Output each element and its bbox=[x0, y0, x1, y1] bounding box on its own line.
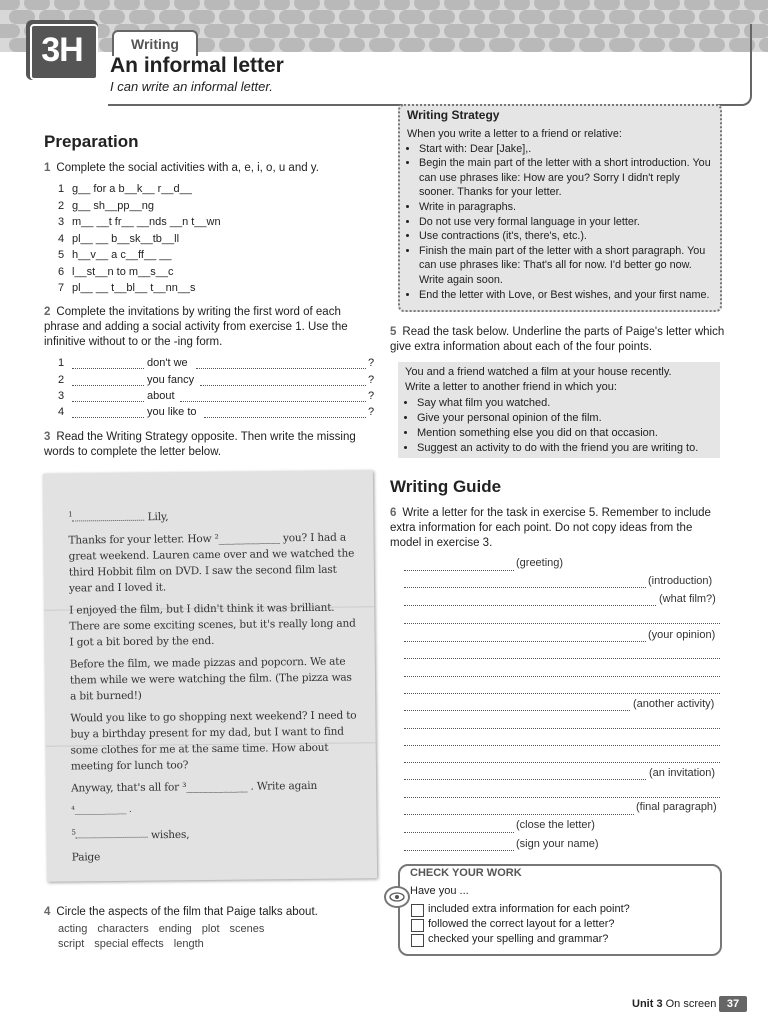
pattern-dot bbox=[429, 10, 455, 24]
exercise-4-instruction bbox=[44, 905, 374, 920]
pattern-dot bbox=[249, 10, 275, 24]
pattern-dot bbox=[369, 10, 395, 24]
exercise-2-text: Complete the invitations by writing the first word of each phrase and adding a social activity from exercise 1. Use the infinitive without to or the -ing form. bbox=[44, 306, 348, 348]
pattern-dot bbox=[219, 10, 245, 24]
exercise-4-number: 4 bbox=[44, 906, 51, 918]
exercise-2-row-1-text: don't we bbox=[147, 357, 188, 369]
pattern-dot bbox=[609, 10, 635, 24]
writing-line[interactable] bbox=[404, 605, 656, 606]
label-close: (close the letter) bbox=[516, 819, 595, 831]
label-activity: (another activity) bbox=[633, 698, 715, 710]
exercise-3-instruction bbox=[44, 430, 379, 460]
aspect-word[interactable]: plot bbox=[201, 923, 220, 935]
exercise-5-instruction bbox=[390, 325, 725, 355]
page-title: An informal letter bbox=[110, 54, 284, 77]
list-item: 6 l__st__n to m__s__c bbox=[58, 265, 174, 278]
pattern-dot bbox=[699, 10, 725, 24]
letter-greeting: $^1$ Lily, bbox=[68, 510, 169, 524]
writing-line[interactable] bbox=[404, 728, 720, 729]
exercise-2-number: 2 bbox=[44, 306, 51, 318]
aspect-word[interactable]: acting bbox=[58, 923, 88, 935]
pattern-dot bbox=[729, 10, 755, 24]
pattern-dot bbox=[624, 0, 650, 10]
list-item: 5 h__v__ a c__ff__ __ bbox=[58, 249, 172, 261]
label-greeting: (greeting) bbox=[516, 557, 564, 569]
pattern-dot bbox=[309, 10, 335, 24]
pattern-dot bbox=[414, 0, 440, 10]
label-introduction: (introduction) bbox=[648, 575, 713, 587]
writing-strategy-body bbox=[407, 127, 713, 302]
pattern-dot bbox=[279, 10, 305, 24]
letter-paragraph-5: Anyway, that's all for ³____________ . Write again bbox=[70, 779, 318, 795]
pattern-dot bbox=[204, 0, 230, 10]
pattern-dot bbox=[354, 0, 380, 10]
pattern-dot bbox=[684, 0, 710, 10]
aspect-words-row-1 bbox=[58, 923, 274, 935]
exercise-1-list bbox=[58, 181, 358, 297]
pattern-dot bbox=[489, 10, 515, 24]
aspect-word[interactable]: scenes bbox=[229, 923, 265, 935]
page-number: 37 bbox=[719, 996, 747, 1012]
aspect-word[interactable]: script bbox=[58, 938, 85, 950]
pattern-dot bbox=[324, 0, 350, 10]
answer-line[interactable] bbox=[72, 417, 144, 418]
pattern-dot bbox=[54, 0, 80, 10]
exercise-5-number: 5 bbox=[390, 326, 397, 338]
label-what-film: (what film?) bbox=[659, 593, 716, 605]
exercise-2-row-2-end: ? bbox=[368, 374, 375, 386]
exercise-3-number: 3 bbox=[44, 431, 51, 443]
checkbox-extra-info[interactable] bbox=[411, 904, 424, 917]
aspect-word[interactable]: length bbox=[173, 938, 204, 950]
list-item: 3 m__ __t fr__ __nds __n t__wn bbox=[58, 216, 221, 228]
pattern-dot bbox=[294, 0, 320, 10]
letter-paragraph-2: I enjoyed the film, but I didn't think it was brilliant. There are some exciting scenes, but it's really long and I got a bit bored by the end. bbox=[69, 601, 356, 649]
checkbox-layout[interactable] bbox=[411, 919, 424, 932]
label-invitation: (an invitation) bbox=[649, 767, 716, 779]
pattern-dot bbox=[744, 0, 768, 10]
label-opinion: (your opinion) bbox=[648, 629, 716, 641]
list-item: 4 pl__ __ b__sk__tb__ll bbox=[58, 232, 180, 245]
exercise-1-text: Complete the social activities with a, e, i, o, u and y. bbox=[56, 162, 319, 174]
pattern-dot bbox=[234, 0, 260, 10]
pattern-dot bbox=[564, 0, 590, 10]
pattern-dot bbox=[0, 24, 20, 38]
checkbox-label: followed the correct layout for a letter? bbox=[428, 918, 615, 930]
letter-paragraph-3: Before the film, we made pizzas and popcorn. We ate them while we were watching the film. (The pizza was a bit burned!) bbox=[69, 655, 352, 703]
strategy-intro: When you write a letter to a friend or relative: bbox=[407, 128, 622, 140]
list-item: • Suggest an activity to do with the friend you are writing to. bbox=[417, 441, 717, 456]
task-line: Write a letter to another friend in which you: bbox=[405, 381, 617, 394]
list-item: • Finish the main part of the letter with a short paragraph. You can use phrases like: That's all for now. I'd better go now. Write again soon. bbox=[419, 244, 713, 288]
exercise-2-row-1-end: ? bbox=[368, 357, 375, 369]
exercise-2-row-4-text: you like to bbox=[147, 406, 197, 418]
writing-guide-heading: Writing Guide bbox=[390, 477, 502, 496]
answer-line[interactable] bbox=[180, 401, 366, 402]
exercise-2-row-1-num: 1 bbox=[58, 357, 65, 369]
pattern-dot bbox=[759, 38, 768, 52]
exercise-2-row-4-end: ? bbox=[368, 406, 375, 418]
exercise-2-row-2-num: 2 bbox=[58, 374, 65, 386]
exercise-1-number: 1 bbox=[44, 162, 51, 174]
answer-line[interactable] bbox=[72, 368, 144, 369]
list-item: • End the letter with Love, or Best wishes, and your first name. bbox=[419, 288, 713, 303]
answer-line[interactable] bbox=[200, 385, 366, 386]
writing-line[interactable] bbox=[404, 658, 720, 659]
pattern-dot bbox=[339, 10, 365, 24]
pattern-dot bbox=[594, 0, 620, 10]
pattern-dot bbox=[174, 0, 200, 10]
exercise-4-text: Circle the aspects of the film that Paige talks about. bbox=[56, 906, 318, 918]
pattern-dot bbox=[114, 0, 140, 10]
unit-code-badge: 3H bbox=[26, 20, 98, 80]
exercise-2-row-4-num: 4 bbox=[58, 406, 65, 418]
pattern-dot bbox=[579, 10, 605, 24]
pattern-dot bbox=[0, 0, 20, 10]
exercise-2-row-3-text: about bbox=[147, 390, 175, 402]
unit-code-border bbox=[30, 24, 98, 80]
task-body bbox=[405, 365, 717, 457]
exercise-3-text: Read the Writing Strategy opposite. Then write the missing words to complete the letter below. bbox=[44, 431, 356, 458]
pattern-dot bbox=[159, 10, 185, 24]
exercise-1-instruction bbox=[44, 161, 384, 176]
strategy-list bbox=[407, 142, 713, 303]
exercise-2-row-2-text: you fancy bbox=[147, 374, 195, 386]
writing-strategy-title: Writing Strategy bbox=[407, 108, 500, 122]
exercise-6-text: Write a letter for the task in exercise 5. Remember to include extra information for each point. Do not copy ideas from the model in exercise 3. bbox=[390, 507, 711, 549]
pattern-dot bbox=[654, 0, 680, 10]
writing-line[interactable] bbox=[404, 641, 646, 642]
writing-line[interactable] bbox=[404, 814, 634, 815]
answer-line[interactable] bbox=[72, 385, 144, 386]
pattern-dot bbox=[474, 0, 500, 10]
list-item: 2 g__ sh__pp__ng bbox=[58, 199, 154, 212]
list-item: • Give your personal opinion of the film. bbox=[417, 411, 717, 426]
check-title: CHECK YOUR WORK bbox=[410, 867, 522, 879]
pattern-dot bbox=[459, 10, 485, 24]
list-item: • Mention something else you did on that occasion. bbox=[417, 426, 717, 441]
answer-line[interactable] bbox=[204, 417, 366, 418]
writing-line[interactable] bbox=[404, 693, 720, 694]
page-subtitle: I can write an informal letter. bbox=[110, 79, 273, 94]
writing-line[interactable] bbox=[404, 797, 720, 798]
aspect-word[interactable]: special effects bbox=[94, 938, 164, 950]
list-item: • Begin the main part of the letter with a short introduction. You can use phrases like: How are you? Sorry I didn't reply sooner. Thanks for your letter. bbox=[419, 156, 713, 200]
aspect-words-row-2 bbox=[58, 938, 214, 950]
answer-line[interactable] bbox=[72, 401, 144, 402]
pattern-dot bbox=[129, 10, 155, 24]
writing-line[interactable] bbox=[404, 832, 514, 833]
pattern-dot bbox=[639, 10, 665, 24]
writing-line[interactable] bbox=[404, 570, 514, 571]
pattern-dot bbox=[84, 0, 110, 10]
letter-paragraph-1: Thanks for your letter. How ²____________ you? I had a great weekend. Lauren came over and we watched the third Hobbit film on DVD. I saw the second film last year and I loved it. bbox=[68, 531, 355, 595]
label-sign: (sign your name) bbox=[516, 838, 599, 850]
checkbox-label: included extra information for each point? bbox=[428, 903, 630, 915]
aspect-word[interactable]: ending bbox=[158, 923, 192, 935]
list-item: • Use contractions (it's, there's, etc.). bbox=[419, 229, 713, 244]
writing-line[interactable] bbox=[404, 745, 720, 746]
label-final-paragraph: (final paragraph) bbox=[636, 801, 717, 813]
pattern-dot bbox=[264, 0, 290, 10]
section-tab: Writing bbox=[112, 30, 198, 56]
pattern-dot bbox=[24, 0, 50, 10]
pattern-dot bbox=[189, 10, 215, 24]
model-letter bbox=[68, 503, 362, 871]
list-item: • Do not use very formal language in your letter. bbox=[419, 215, 713, 230]
pattern-dot bbox=[549, 10, 575, 24]
writing-line[interactable] bbox=[404, 587, 646, 588]
check-subtitle: Have you ... bbox=[410, 885, 469, 897]
writing-line[interactable] bbox=[404, 710, 630, 711]
checkbox-label: checked your spelling and grammar? bbox=[428, 933, 609, 945]
pattern-dot bbox=[99, 10, 125, 24]
aspect-word[interactable]: characters bbox=[97, 923, 149, 935]
task-line: You and a friend watched a film at your house recently. bbox=[405, 366, 672, 378]
letter-signature: Paige bbox=[71, 851, 101, 864]
pattern-dot bbox=[399, 10, 425, 24]
exercise-6-number: 6 bbox=[390, 507, 397, 519]
list-item: • Start with: Dear [Jake],. bbox=[419, 142, 713, 157]
letter-closing: ⁴____________ . bbox=[71, 804, 132, 816]
pattern-dot bbox=[504, 0, 530, 10]
pattern-dot bbox=[534, 0, 560, 10]
list-item: • Say what film you watched. bbox=[417, 396, 717, 411]
writing-line[interactable] bbox=[404, 762, 720, 763]
pattern-dot bbox=[384, 0, 410, 10]
answer-line[interactable] bbox=[196, 368, 366, 369]
exercise-5-text: Read the task below. Underline the parts of Paige's letter which give extra information about each of the four points. bbox=[390, 326, 725, 353]
checkbox-spelling[interactable] bbox=[411, 934, 424, 947]
preparation-heading: Preparation bbox=[44, 132, 139, 151]
list-item: • Write in paragraphs. bbox=[419, 200, 713, 215]
pattern-dot bbox=[714, 0, 740, 10]
eye-icon bbox=[384, 886, 410, 908]
list-item: 1 g__ for a b__k__ r__d__ bbox=[58, 183, 192, 195]
exercise-6-instruction bbox=[390, 506, 725, 551]
exercise-2-row-3-end: ? bbox=[368, 390, 375, 402]
exercise-2-row-3-num: 3 bbox=[58, 390, 65, 402]
exercise-2-instruction bbox=[44, 305, 374, 350]
letter-wishes: $^5$ wishes, bbox=[71, 827, 190, 841]
pattern-dot bbox=[669, 10, 695, 24]
pattern-dot bbox=[144, 0, 170, 10]
pattern-dot bbox=[759, 10, 768, 24]
writing-line[interactable] bbox=[404, 623, 720, 624]
writing-line[interactable] bbox=[404, 676, 720, 677]
writing-line[interactable] bbox=[404, 779, 646, 780]
page-footer: Unit 3 On screen bbox=[632, 998, 717, 1010]
writing-line[interactable] bbox=[404, 850, 514, 851]
list-item: 7 pl__ __ t__bl__ t__nn__s bbox=[58, 282, 196, 294]
pattern-dot bbox=[444, 0, 470, 10]
pattern-dot bbox=[519, 10, 545, 24]
letter-paragraph-4: Would you like to go shopping next weekend? I need to buy a birthday present for my dad, but I want to find some clothes for me at the same time. How about meeting for lunch too? bbox=[70, 709, 357, 773]
task-list bbox=[405, 396, 717, 457]
